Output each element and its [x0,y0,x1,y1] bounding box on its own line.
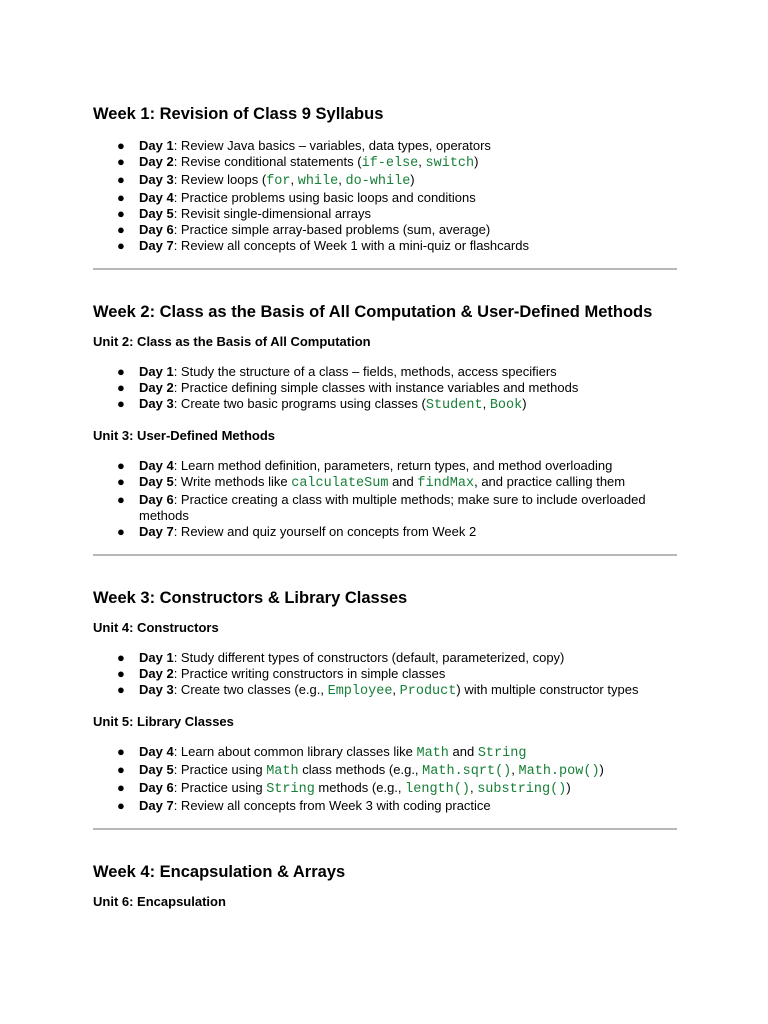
day-description: : Practice using [173,762,267,777]
day-description: : Revisit single-dimensional arrays [173,206,371,221]
code-snippet: Product [399,684,457,699]
day-description: : Write methods like [173,474,292,489]
bullet-icon: ● [117,396,125,411]
code-snippet: Math.pow() [518,764,600,779]
unit4-day-list [93,650,677,700]
bullet-icon: ● [117,238,125,253]
day-label: Day 6 [139,492,174,507]
code-snippet: do-while [345,174,411,189]
day-description: : Learn method definition, parameters, return types, and method overloading [173,458,613,473]
list-item [93,238,677,254]
unit3-day-list [93,458,677,540]
bullet-icon: ● [117,222,125,237]
day-description: : Review all concepts from Week 3 with coding practice [173,798,491,813]
list-item [93,138,677,154]
day-label: Day 4 [139,744,174,759]
code-snippet: Math.sqrt() [422,764,512,779]
bullet-icon: ● [117,172,125,187]
day-label: Day 5 [139,474,174,489]
day-label: Day 3 [139,682,174,697]
day-label: Day 1 [139,364,174,379]
bullet-icon: ● [117,206,125,221]
day-description: ) [599,762,604,777]
unit5-day-list [93,744,677,814]
day-label: Day 2 [139,380,174,395]
bullet-icon: ● [117,744,125,759]
code-snippet: String [477,746,527,761]
bullet-icon: ● [117,762,125,777]
list-item [93,458,677,474]
day-description: : Revise conditional statements ( [173,154,362,169]
list-item [93,474,677,492]
day-description: , [338,172,346,187]
unit6-heading: Unit 6: Encapsulation [93,894,226,909]
day-label: Day 5 [139,206,174,221]
code-snippet: Student [425,398,483,413]
day-description: and [448,744,478,759]
document-content [93,104,677,910]
unit2-heading: Unit 2: Class as the Basis of All Computation [93,334,371,349]
unit2-day-list [93,364,677,414]
bullet-icon: ● [117,190,125,205]
bullet-icon: ● [117,474,125,489]
bullet-icon: ● [117,650,125,665]
day-description: : Review Java basics – variables, data types, operators [173,138,491,153]
list-item [93,650,677,666]
bullet-icon: ● [117,666,125,681]
bullet-icon: ● [117,458,125,473]
day-label: Day 3 [139,396,174,411]
day-description: ) [410,172,415,187]
list-item [93,206,677,222]
code-snippet: for [266,174,291,189]
day-description: : Practice problems using basic loops and conditions [173,190,476,205]
list-item [93,682,677,700]
unit5-heading: Unit 5: Library Classes [93,714,234,729]
bullet-icon: ● [117,154,125,169]
bullet-icon: ● [117,364,125,379]
day-description: class methods (e.g., [298,762,423,777]
day-description: : Create two basic programs using classes ( [173,396,426,411]
day-description: : Review loops ( [173,172,267,187]
day-label: Day 1 [139,650,174,665]
day-description: , [392,682,400,697]
list-item [93,222,677,238]
code-snippet: calculateSum [291,476,389,491]
list-item [93,492,677,524]
week4-heading: Week 4: Encapsulation & Arrays [93,863,346,881]
list-item [93,172,677,190]
week3-heading: Week 3: Constructors & Library Classes [93,589,408,607]
day-description: ) [566,780,571,795]
bullet-icon: ● [117,798,125,813]
list-item [93,762,677,780]
code-snippet: Book [489,398,523,413]
bullet-icon: ● [117,524,125,539]
code-snippet: while [297,174,339,189]
day-description: methods (e.g., [314,780,406,795]
list-item [93,798,677,814]
code-snippet: findMax [417,476,475,491]
bullet-icon: ● [117,138,125,153]
day-description: : Learn about common library classes like [173,744,417,759]
bullet-icon: ● [117,682,125,697]
list-item [93,364,677,380]
day-label: Day 4 [139,190,174,205]
day-label: Day 7 [139,524,174,539]
day-description: : Practice creating a class with multiple methods; make sure to include overloaded methods [139,492,646,523]
day-description: ) [474,154,479,169]
day-description: ) with multiple constructor types [456,682,639,697]
day-description: ) [522,396,527,411]
code-snippet: String [266,782,315,797]
bullet-icon: ● [117,780,125,795]
week2-heading: Week 2: Class as the Basis of All Computation & User-Defined Methods [93,303,653,321]
day-description: : Practice writing constructors in simple classes [173,666,446,681]
day-label: Day 1 [139,138,174,153]
week1-day-list [93,138,677,254]
unit4-heading: Unit 4: Constructors [93,620,219,635]
list-item [93,396,677,414]
code-snippet: length() [405,782,470,797]
list-item [93,190,677,206]
day-label: Day 7 [139,798,174,813]
day-description: , [482,396,490,411]
day-description: : Create two classes (e.g., [173,682,328,697]
week1-heading: Week 1: Revision of Class 9 Syllabus [93,105,384,123]
day-description: and [388,474,418,489]
day-label: Day 6 [139,780,174,795]
day-description: : Review and quiz yourself on concepts from Week 2 [173,524,477,539]
bullet-icon: ● [117,380,125,395]
day-description: : Study the structure of a class – fields, methods, access specifiers [173,364,557,379]
day-description: , [290,172,298,187]
day-label: Day 5 [139,762,174,777]
day-description: : Review all concepts of Week 1 with a mini-quiz or flashcards [173,238,529,253]
day-description: , and practice calling them [474,474,626,489]
day-description: , [511,762,519,777]
list-item [93,780,677,798]
day-description: : Study different types of constructors (default, parameterized, copy) [173,650,565,665]
list-item [93,380,677,396]
day-description: : Practice simple array-based problems (sum, average) [173,222,491,237]
code-snippet: Employee [327,684,393,699]
list-item [93,666,677,682]
day-label: Day 3 [139,172,174,187]
list-item [93,524,677,540]
day-description: , [469,780,478,795]
day-description: : Practice defining simple classes with instance variables and methods [173,380,579,395]
code-snippet: Math [416,746,449,761]
day-label: Day 2 [139,666,174,681]
day-label: Day 6 [139,222,174,237]
day-description: , [418,154,426,169]
bullet-icon: ● [117,492,125,507]
day-label: Day 2 [139,154,174,169]
list-item [93,744,677,762]
code-snippet: substring() [477,782,567,797]
day-label: Day 7 [139,238,174,253]
day-label: Day 4 [139,458,174,473]
list-item [93,154,677,172]
code-snippet: Math [266,764,299,779]
code-snippet: if-else [361,156,419,171]
unit3-heading: Unit 3: User-Defined Methods [93,428,276,443]
day-description: : Practice using [173,780,267,795]
code-snippet: switch [425,156,475,171]
